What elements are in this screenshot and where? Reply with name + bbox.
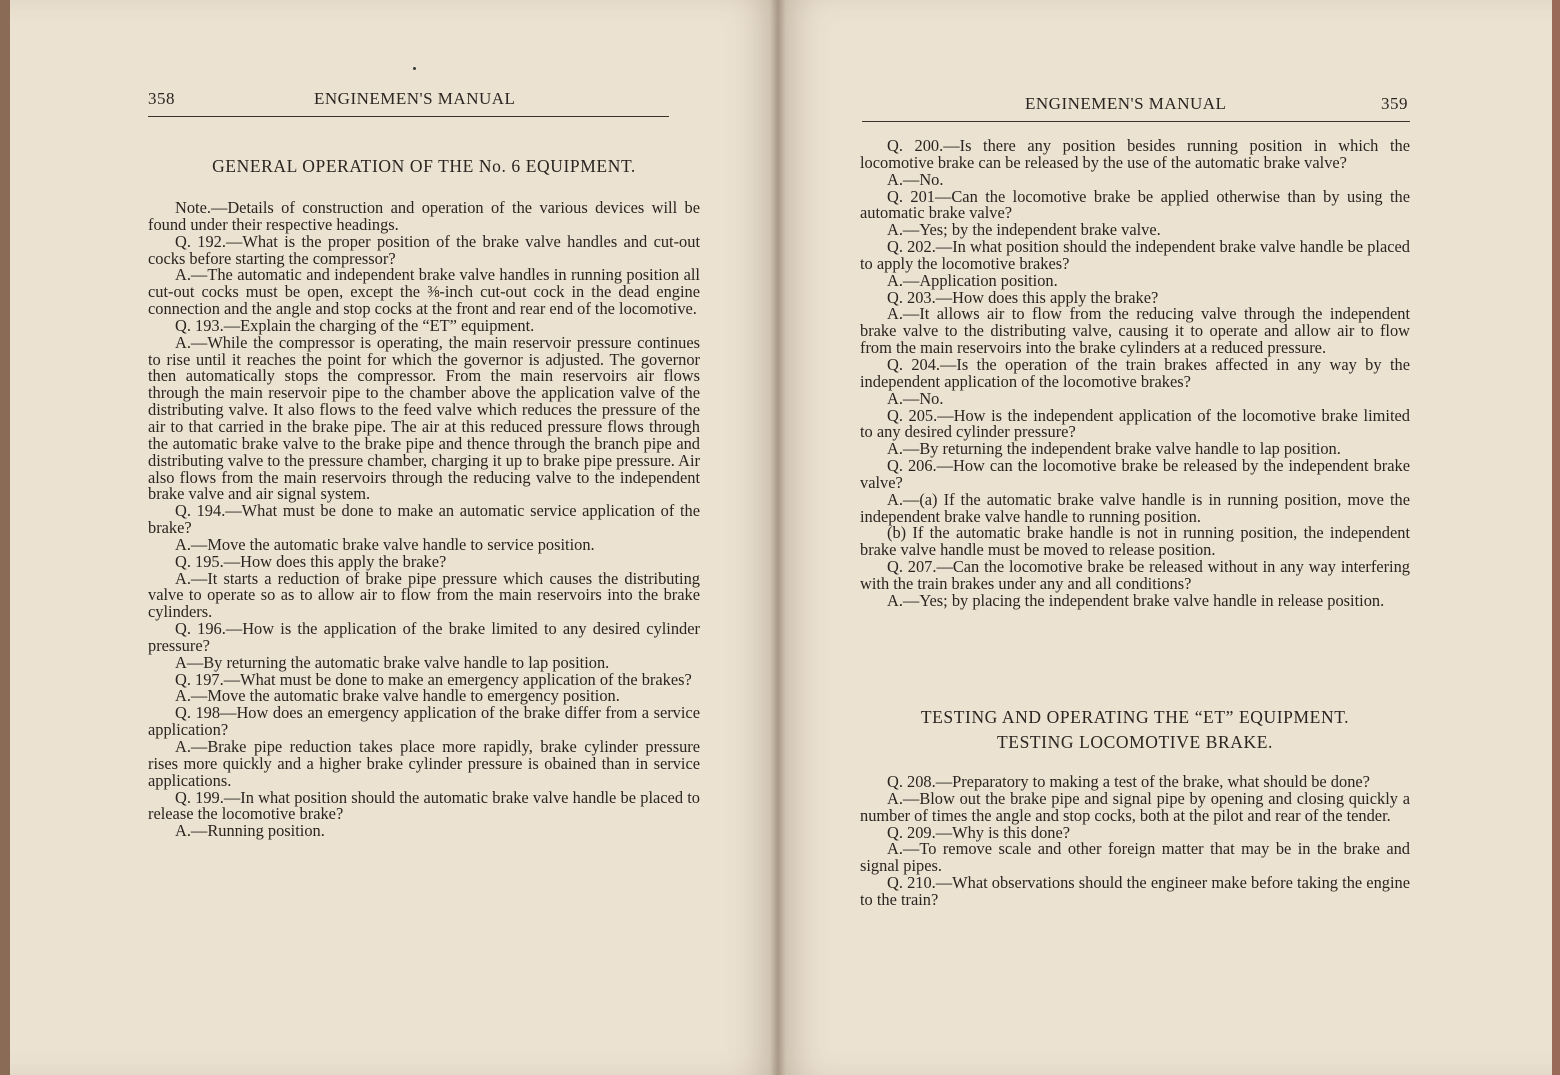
right-page-number: 359	[1381, 94, 1408, 113]
left-page-edge	[0, 0, 10, 1075]
answer-209: A.—To remove scale and other foreign matter that may be in the brake and signal pipes.	[860, 839, 1410, 876]
question-203: Q. 203.—How does this apply the brake?	[887, 287, 1159, 307]
question-193: Q. 193.—Explain the charging of the “ET” equipment.	[175, 315, 535, 335]
left-section-title: GENERAL OPERATION OF THE No. 6 EQUIPMENT.	[212, 156, 636, 176]
question-208: Q. 208.—Preparatory to making a test of the brake, what should be done?	[887, 772, 1370, 791]
answer-195: A.—It starts a reduction of brake pipe pressure which causes the distributing valve to operate so as to allow air to flow from the main reservoirs into the brake cylinders.	[148, 568, 700, 622]
question-209: Q. 209.—Why is this done?	[887, 822, 1071, 842]
answer-204: A.—No.	[887, 388, 944, 408]
question-196: Q. 196.—How is the application of the brake limited to any desired cylinder pressure?	[148, 619, 700, 655]
answer-206-b: (b) If the automatic brake handle is not in running position, the independent brake valve handle must be moved to release position.	[860, 523, 1410, 560]
question-197: Q. 197.—What must be done to make an emergency application of the brakes?	[175, 669, 692, 689]
answer-206-a: A.—(a) If the automatic brake valve handle is in running position, move the independent brake valve handle to running position.	[860, 489, 1410, 526]
right-header-rule	[862, 121, 1410, 122]
answer-205: A.—By returning the independent brake valve handle to lap position.	[887, 439, 1341, 459]
answer-208: A.—Blow out the brake pipe and signal pipe by opening and closing quickly a number of times the angle and stop cocks, both at the pilot and rear of the tender.	[860, 788, 1410, 825]
question-199: Q. 199.—In what position should the automatic brake valve handle be placed to release the locomotive brake?	[148, 787, 700, 824]
left-page-number: 358	[148, 89, 175, 108]
answer-194: A.—Move the automatic brake valve handle to service position.	[175, 534, 595, 554]
answer-203: A.—It allows air to flow from the reducing valve through the independent brake valve to the distributing valve, causing it to operate and allow air to flow from the main reservoirs into the brake cylinders at a reduced pressure.	[860, 304, 1410, 358]
right-page-edge	[1552, 0, 1560, 1075]
right-body-column-top	[860, 138, 1410, 610]
question-198: Q. 198—How does an emergency application of the brake differ from a service application?	[148, 703, 700, 740]
question-194: Q. 194.—What must be done to make an automatic service application of the brake?	[148, 501, 700, 538]
question-205: Q. 205.—How is the independent application of the locomotive brake limited to any desired cylinder pressure?	[860, 405, 1410, 442]
right-running-head: ENGINEMEN'S MANUAL	[1025, 94, 1227, 113]
answer-201: A.—Yes; by the independent brake valve.	[887, 220, 1161, 240]
answer-193: A.—While the compressor is operating, the main reservoir pressure continues to rise until it reaches the point for which the governor is adjusted. The governor then automatically stops the compressor. From the main reservoirs air flows through the main reservoir pipe to the chamber above the application valve of the distributing valve. It also flows to the feed valve which reduces the pressure of the air to that carried in the brake pipe. The air at this reduced pressure flows through the automatic brake valve to the brake pipe and thence through the branch pipe and distributing valve to the pressure chamber, charging it up to brake pipe pressure. Air also flows from the main reservoirs through the reducing valve to the independent brake valve and air signal system.	[148, 332, 700, 504]
left-header-rule	[148, 116, 669, 117]
question-206: Q. 206.—How can the locomotive brake be released by the independent brake valve?	[860, 456, 1410, 492]
answer-199: A.—Running position.	[175, 821, 325, 841]
question-192: Q. 192.—What is the proper position of the brake valve handles and cut-out cocks before starting the compressor?	[148, 231, 700, 268]
book-gutter	[770, 0, 786, 1075]
ink-speck	[413, 67, 416, 70]
note-paragraph: Note.—Details of construction and operation of the various devices will be found under their respective headings.	[148, 198, 700, 234]
question-202: Q. 202.—In what position should the independent brake valve handle be placed to apply the locomotive brakes?	[860, 237, 1410, 273]
answer-198: A.—Brake pipe reduction takes place more rapidly, brake cylinder pressure rises more quickly and a higher brake cylinder pressure is obained than in service applications.	[148, 737, 700, 790]
answer-207: A.—Yes; by placing the independent brake valve handle in release position.	[887, 590, 1385, 610]
question-195: Q. 195.—How does this apply the brake?	[175, 551, 447, 571]
right-body-column-bottom	[860, 774, 1410, 909]
right-section-title-1: TESTING AND OPERATING THE “ET” EQUIPMENT.	[920, 707, 1350, 727]
question-207: Q. 207.—Can the locomotive brake be released without in any way interfering with the train brakes under any and all conditions?	[860, 557, 1410, 593]
answer-202: A.—Application position.	[887, 270, 1058, 290]
answer-200: A.—No.	[887, 169, 944, 189]
left-running-head: ENGINEMEN'S MANUAL	[314, 89, 516, 108]
answer-196: A—By returning the automatic brake valve handle to lap position.	[175, 652, 610, 672]
left-body-column	[148, 200, 700, 840]
question-201: Q. 201—Can the locomotive brake be applied otherwise than by using the automatic brake valve?	[860, 186, 1410, 223]
answer-197: A.—Move the automatic brake valve handle to emergency position.	[175, 686, 620, 706]
right-section-title-2: TESTING LOCOMOTIVE BRAKE.	[996, 732, 1274, 752]
question-210: Q. 210.—What observations should the engineer make before taking the engine to the train?	[860, 873, 1410, 909]
answer-192: A.—The automatic and independent brake valve handles in running position all cut-out cocks must be open, except the ⅜-inch cut-out cock in the dead engine connection and the angle and stop cocks at the front and rear end of the locomotive.	[148, 265, 700, 319]
question-204: Q. 204.—Is the operation of the train brakes affected in any way by the independent application of the locomotive brakes?	[860, 354, 1410, 391]
question-200: Q. 200.—Is there any position besides running position in which the locomotive brake can be released by the use of the automatic brake valve?	[860, 136, 1410, 172]
